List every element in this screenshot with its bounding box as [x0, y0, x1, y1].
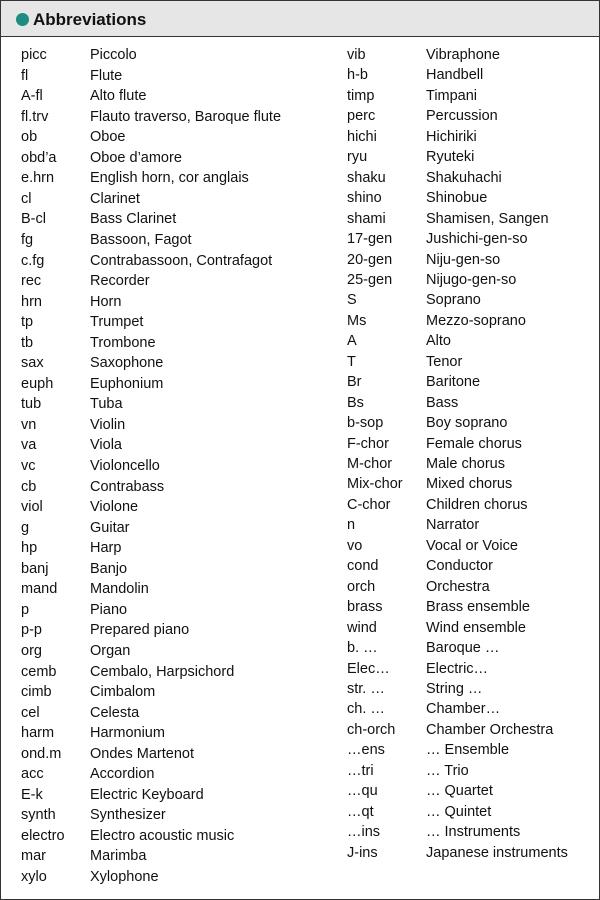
- abbreviation-meaning: Trombone: [90, 334, 156, 351]
- abbreviation-code: …ins: [347, 824, 381, 841]
- abbreviation-code: harm: [21, 725, 55, 742]
- abbreviation-code: B-cl: [21, 211, 46, 228]
- abbreviation-code: e.hrn: [21, 170, 55, 187]
- abbreviation-code: M-chor: [347, 456, 393, 472]
- abbreviation-meaning: Flute: [90, 67, 123, 84]
- abbreviation-code: b-sop: [347, 415, 384, 432]
- abbreviation-code: cond: [347, 558, 379, 575]
- abbreviation-meaning: Bassoon, Fagot: [90, 231, 192, 248]
- abbreviation-code: h-b: [347, 67, 368, 84]
- abbreviation-meaning: Ondes Martenot: [90, 745, 194, 762]
- abbreviation-meaning: Contrabassoon, Contrafagot: [90, 252, 273, 269]
- abbreviation-code: Br: [347, 374, 362, 391]
- abbreviation-meaning: Contrabass: [90, 478, 165, 495]
- abbreviation-meaning: Niju-gen-so: [426, 251, 501, 268]
- abbreviation-meaning: Chamber…: [426, 701, 501, 718]
- abbreviation-code: brass: [347, 599, 383, 616]
- abbreviation-code: cemb: [21, 663, 57, 680]
- abbreviation-meaning: Bass Clarinet: [90, 211, 177, 228]
- abbreviation-meaning: Electric Keyboard: [90, 786, 204, 803]
- abbreviation-meaning: Piano: [90, 601, 128, 618]
- abbreviation-meaning: Harmonium: [90, 725, 165, 742]
- abbreviation-meaning: Children chorus: [426, 496, 528, 513]
- abbreviation-code: J-ins: [347, 844, 378, 861]
- abbreviation-code: xylo: [21, 869, 47, 885]
- abbreviation-meaning: … Trio: [426, 762, 469, 779]
- abbreviation-code: picc: [21, 47, 47, 63]
- abbreviation-meaning: … Quartet: [426, 783, 493, 800]
- abbreviation-code: Ms: [347, 312, 367, 329]
- abbreviation-code: obd’a: [21, 149, 57, 166]
- abbreviation-meaning: … Instruments: [426, 824, 521, 841]
- abbreviation-meaning: Synthesizer: [90, 807, 166, 824]
- abbreviation-code: ob: [21, 129, 38, 146]
- abbreviation-code: electro: [21, 827, 65, 844]
- abbreviation-meaning: Oboe: [90, 129, 126, 146]
- bullet-dot-icon: [16, 13, 29, 26]
- abbreviation-meaning: String …: [426, 680, 483, 697]
- abbreviation-meaning: Organ: [90, 642, 131, 659]
- abbreviation-code: hrn: [21, 293, 42, 310]
- abbreviation-code: vn: [21, 416, 37, 433]
- abbreviation-code: cl: [21, 190, 32, 207]
- abbreviation-meaning: Cembalo, Harpsichord: [90, 663, 235, 680]
- abbreviation-meaning: Alto: [426, 333, 451, 350]
- abbreviation-code: …tri: [347, 762, 374, 779]
- abbreviation-meaning: Chamber Orchestra: [426, 721, 554, 738]
- abbreviation-code: tp: [21, 314, 34, 331]
- abbreviation-code: cb: [21, 478, 37, 495]
- abbreviation-code: cimb: [21, 684, 52, 701]
- abbreviation-code: hichi: [347, 128, 377, 145]
- abbreviation-meaning: Electric…: [426, 660, 489, 677]
- abbreviation-code: mand: [21, 581, 58, 598]
- abbreviation-meaning: Baroque …: [426, 640, 500, 657]
- abbreviation-code: S: [347, 292, 357, 309]
- abbreviation-meaning: Piccolo: [90, 47, 137, 63]
- abbreviation-meaning: Soprano: [426, 292, 481, 309]
- abbreviation-meaning: Celesta: [90, 704, 140, 721]
- abbreviation-meaning: Flauto traverso, Baroque flute: [90, 108, 282, 125]
- abbreviation-code: ch-orch: [347, 721, 396, 738]
- abbreviation-meaning: Alto flute: [90, 88, 147, 105]
- abbreviation-code: acc: [21, 766, 44, 783]
- abbreviation-meaning: Horn: [90, 293, 122, 310]
- abbreviation-code: orch: [347, 578, 376, 595]
- abbreviation-meaning: Cimbalom: [90, 684, 156, 701]
- panel-title: Abbreviations: [33, 10, 147, 29]
- abbreviation-code: str. …: [347, 680, 385, 697]
- abbreviation-code: C-chor: [347, 496, 391, 513]
- abbreviation-code: org: [21, 642, 42, 659]
- abbreviation-code: E-k: [21, 786, 43, 803]
- abbreviation-meaning: Oboe d’amore: [90, 149, 182, 166]
- abbreviation-meaning: Japanese instruments: [426, 844, 568, 861]
- abbreviation-meaning: Vibraphone: [426, 47, 500, 63]
- abbreviation-code: 17-gen: [347, 231, 393, 248]
- abbreviation-code: g: [21, 519, 30, 536]
- abbreviation-meaning: Clarinet: [90, 190, 140, 207]
- abbreviation-code: T: [347, 353, 356, 370]
- abbreviation-meaning: Bass: [426, 394, 459, 411]
- abbreviation-code: 25-gen: [347, 271, 393, 288]
- abbreviation-code: shino: [347, 190, 382, 207]
- abbreviation-code: mar: [21, 848, 46, 865]
- abbreviation-meaning: Tuba: [90, 396, 123, 413]
- abbreviation-meaning: Ryuteki: [426, 149, 475, 166]
- abbreviation-meaning: Baritone: [426, 374, 481, 391]
- abbreviation-code: rec: [21, 273, 42, 290]
- abbreviation-meaning: Hichiriki: [426, 128, 477, 145]
- abbreviation-meaning: Boy soprano: [426, 415, 508, 432]
- abbreviation-meaning: Percussion: [426, 108, 498, 125]
- abbreviation-code: timp: [347, 87, 375, 104]
- abbreviation-meaning: Marimba: [90, 848, 147, 865]
- abbreviation-code: shami: [347, 210, 386, 227]
- abbreviation-code: cel: [21, 704, 40, 721]
- abbreviation-meaning: Mixed chorus: [426, 476, 513, 493]
- abbreviation-meaning: … Quintet: [426, 803, 492, 820]
- abbreviation-code: fl.trv: [21, 108, 49, 125]
- abbreviation-meaning: Xylophone: [90, 869, 159, 885]
- abbreviation-code: ond.m: [21, 745, 62, 762]
- abbreviation-meaning: Harp: [90, 540, 122, 557]
- abbreviation-meaning: Orchestra: [426, 578, 490, 595]
- abbreviation-code: viol: [21, 499, 43, 516]
- abbreviation-code: sax: [21, 355, 44, 372]
- abbreviation-code: …qu: [347, 783, 378, 800]
- abbreviation-meaning: Shinobue: [426, 190, 488, 207]
- abbreviation-code: F-chor: [347, 435, 389, 452]
- abbreviation-code: hp: [21, 540, 38, 557]
- abbreviation-code: …ens: [347, 742, 385, 759]
- abbreviation-code: perc: [347, 108, 376, 125]
- abbreviation-meaning: Narrator: [426, 517, 480, 534]
- abbreviation-code: tub: [21, 396, 42, 413]
- abbreviation-meaning: Timpani: [426, 87, 478, 104]
- abbreviation-meaning: … Ensemble: [426, 742, 510, 759]
- abbreviation-meaning: Nijugo-gen-so: [426, 271, 517, 288]
- abbreviation-code: 20-gen: [347, 251, 393, 268]
- abbreviation-meaning: Prepared piano: [90, 622, 190, 639]
- abbreviation-meaning: Handbell: [426, 67, 484, 84]
- abbreviation-meaning: Shakuhachi: [426, 169, 502, 186]
- abbreviation-code: tb: [21, 334, 34, 351]
- abbreviation-code: ch. …: [347, 701, 385, 718]
- abbreviation-code: synth: [21, 807, 56, 824]
- abbreviation-meaning: Viola: [90, 437, 122, 454]
- abbreviation-code: Bs: [347, 394, 364, 411]
- abbreviation-code: A-fl: [21, 88, 43, 105]
- abbreviation-code: A: [347, 333, 357, 350]
- abbreviation-meaning: Mandolin: [90, 581, 149, 598]
- abbreviation-code: euph: [21, 375, 54, 392]
- abbreviation-meaning: Mezzo-soprano: [426, 312, 526, 329]
- abbreviation-meaning: Guitar: [90, 519, 130, 536]
- abbreviation-meaning: Wind ensemble: [426, 619, 526, 636]
- abbreviation-code: c.fg: [21, 252, 45, 269]
- abbreviation-code: p: [21, 601, 30, 618]
- abbreviation-code: Elec…: [347, 660, 390, 677]
- abbreviation-meaning: Tenor: [426, 353, 463, 370]
- abbreviation-meaning: Jushichi-gen-so: [426, 231, 528, 248]
- abbreviation-code: shaku: [347, 169, 386, 186]
- abbreviation-code: banj: [21, 560, 49, 577]
- abbreviation-meaning: Banjo: [90, 560, 128, 577]
- abbreviation-meaning: Recorder: [90, 273, 150, 290]
- abbreviation-code: wind: [347, 619, 377, 636]
- abbreviation-meaning: Violoncello: [90, 458, 160, 474]
- abbreviation-code: …qt: [347, 803, 374, 820]
- abbreviation-meaning: Violone: [90, 499, 139, 516]
- abbreviation-meaning: Conductor: [426, 558, 493, 575]
- abbreviation-code: p-p: [21, 622, 42, 639]
- abbreviation-code: fg: [21, 231, 34, 248]
- abbreviation-meaning: Electro acoustic music: [90, 827, 235, 844]
- abbreviation-code: b. …: [347, 640, 378, 657]
- abbreviation-code: vo: [347, 537, 363, 554]
- abbreviation-meaning: Male chorus: [426, 456, 505, 472]
- abbreviation-code: ryu: [347, 149, 368, 166]
- abbreviation-code: va: [21, 437, 37, 454]
- abbreviation-meaning: English horn, cor anglais: [90, 170, 249, 187]
- panel-header: [1, 1, 599, 37]
- abbreviation-meaning: Trumpet: [90, 314, 144, 331]
- abbreviation-meaning: Vocal or Voice: [426, 537, 518, 554]
- abbreviation-code: vib: [347, 47, 366, 63]
- abbreviation-meaning: Violin: [90, 416, 126, 433]
- abbreviation-code: Mix-chor: [347, 476, 403, 493]
- abbreviation-code: fl: [21, 67, 29, 84]
- abbreviation-meaning: Brass ensemble: [426, 599, 530, 616]
- abbreviation-code: vc: [21, 458, 36, 474]
- abbreviation-meaning: Female chorus: [426, 435, 522, 452]
- abbreviation-meaning: Accordion: [90, 766, 155, 783]
- abbreviation-code: n: [347, 517, 356, 534]
- abbreviation-meaning: Euphonium: [90, 375, 164, 392]
- abbreviation-meaning: Saxophone: [90, 355, 164, 372]
- abbreviation-meaning: Shamisen, Sangen: [426, 210, 549, 227]
